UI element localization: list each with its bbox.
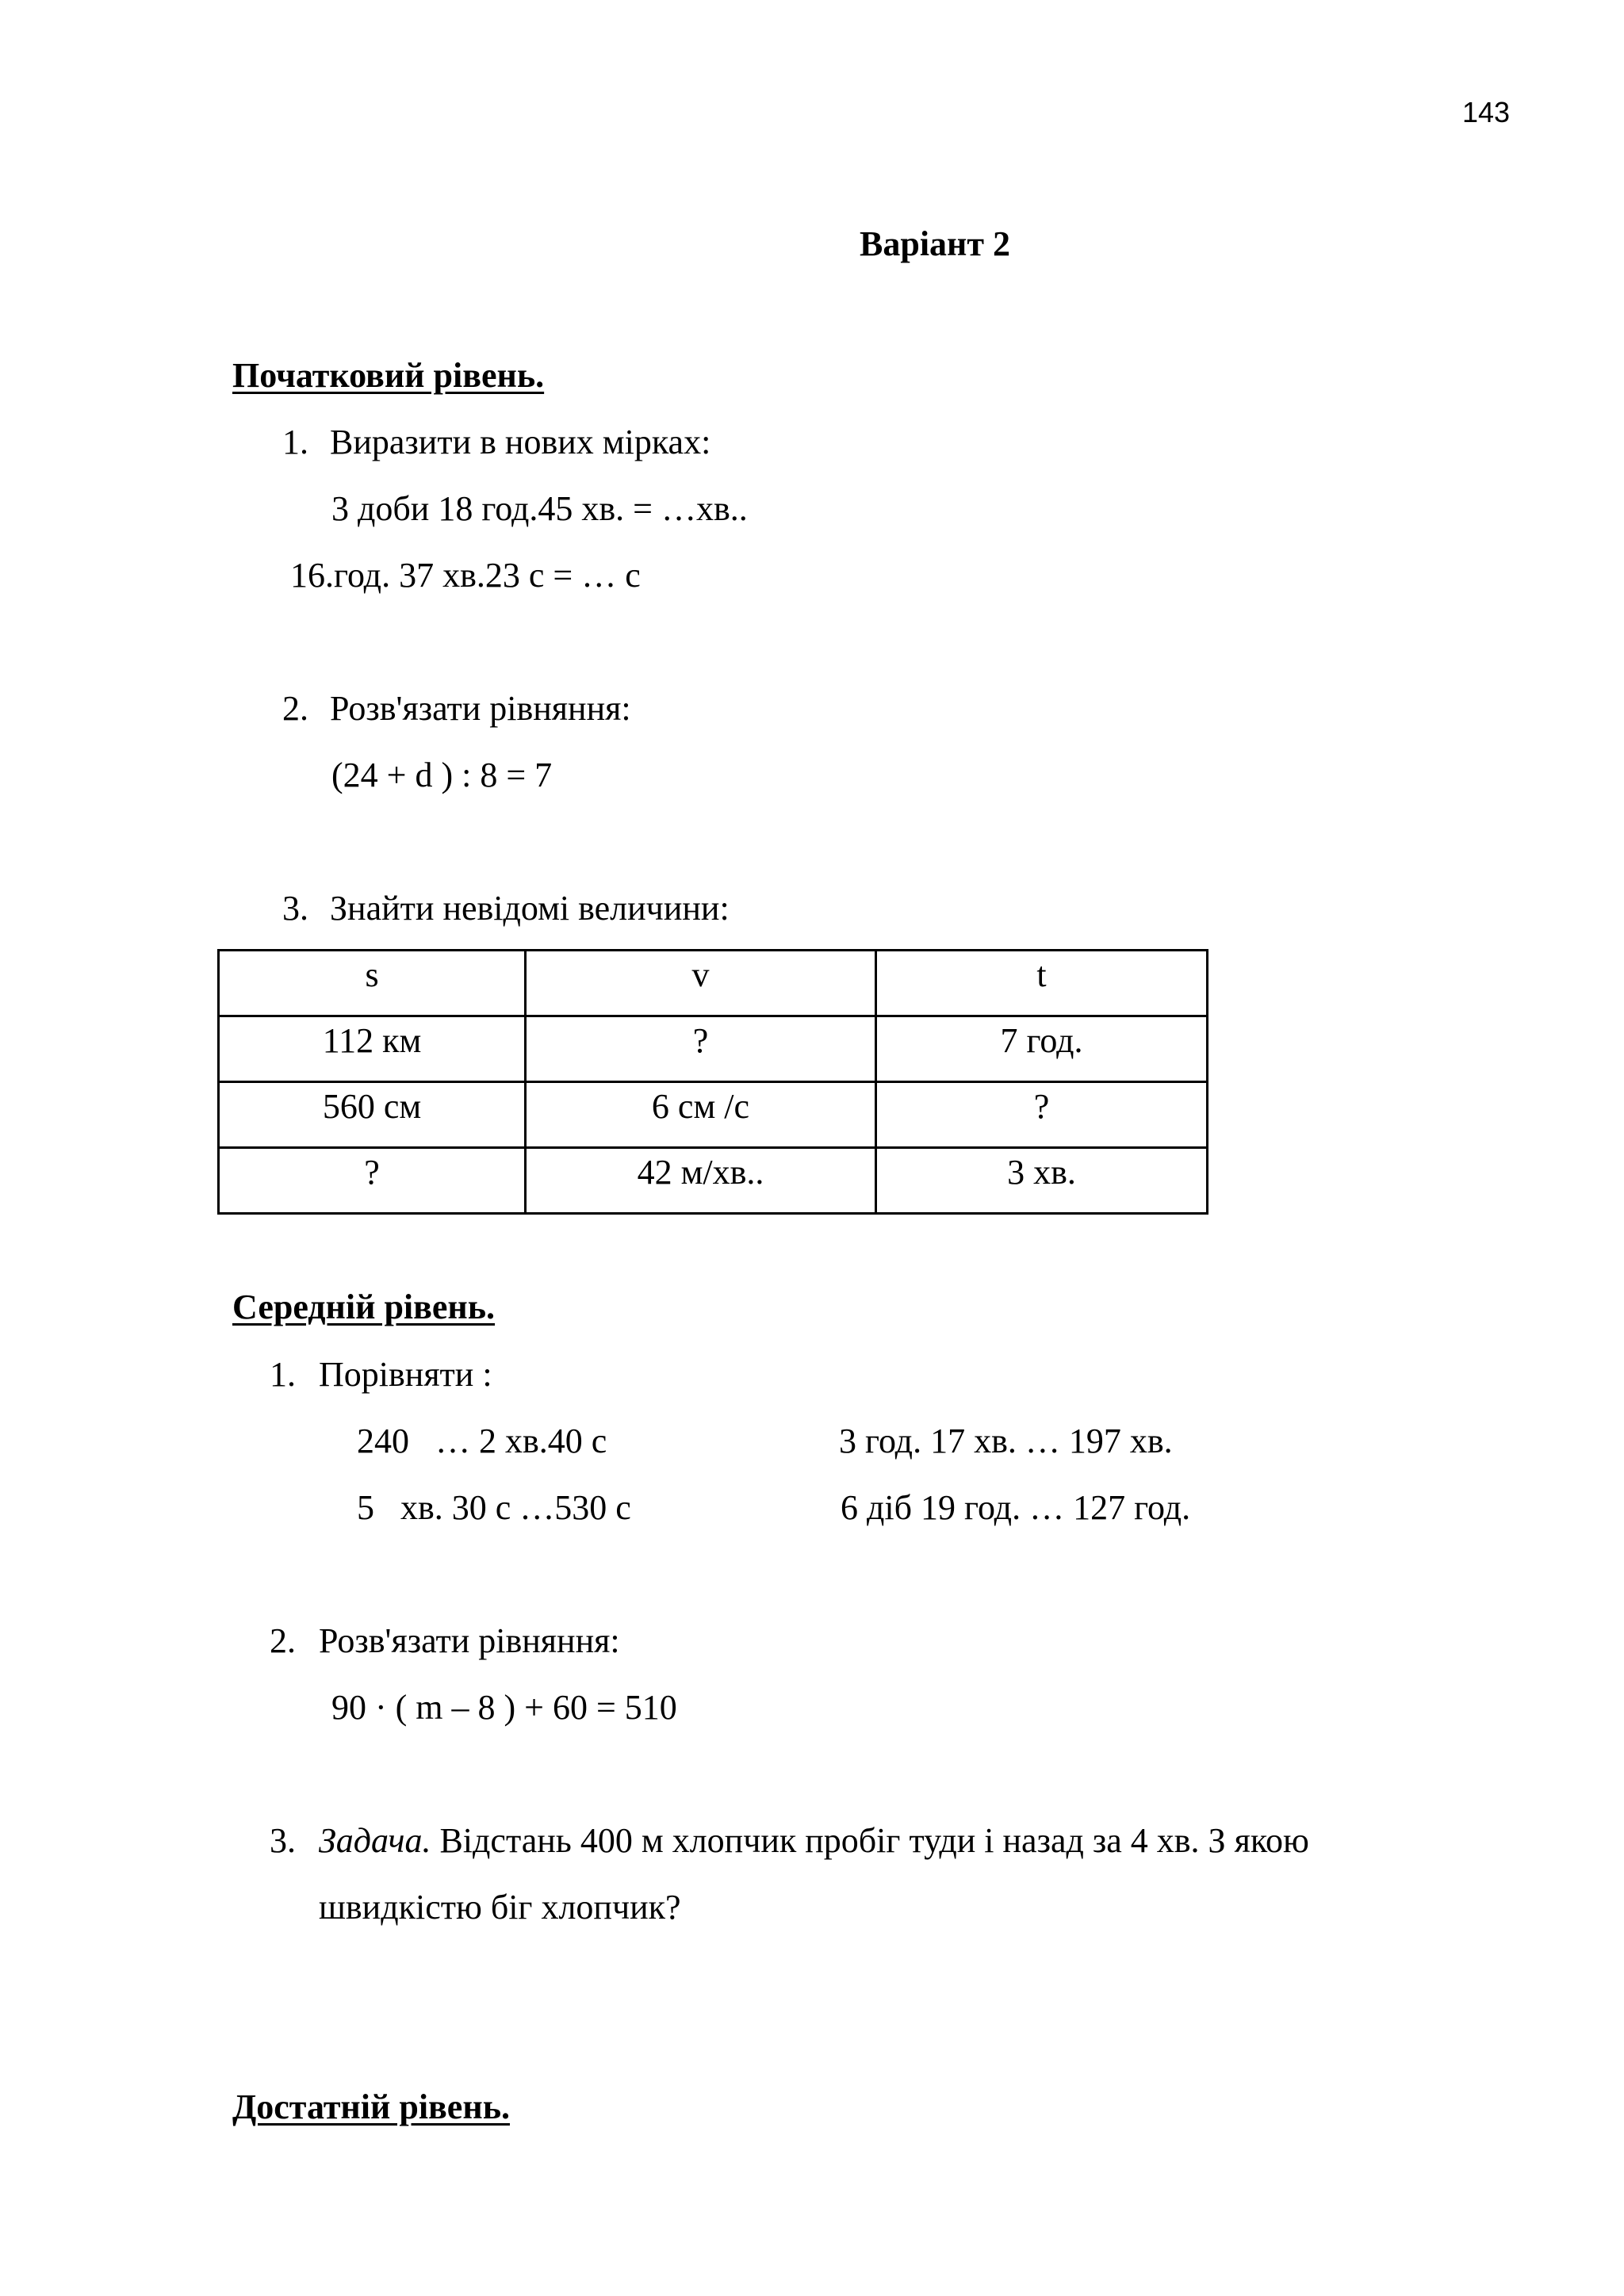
problem-text-line2: швидкістю біг хлопчик? xyxy=(319,1888,681,1927)
task-label: Порівняти : xyxy=(319,1355,492,1394)
problem-label: Задача. xyxy=(319,1821,431,1860)
section-heading-sufficient: Достатній рівень. xyxy=(232,2087,510,2126)
cell-text: 112 км xyxy=(322,1021,422,1060)
table-cell xyxy=(219,1016,526,1082)
header-s: s xyxy=(365,955,379,994)
cell-text: ? xyxy=(364,1153,380,1192)
cell-text: 560 см xyxy=(322,1087,422,1126)
cell-text: ? xyxy=(1033,1087,1050,1126)
problem-text-line1: Відстань 400 м хлопчик пробіг туди і назад за 4 хв. З якою xyxy=(439,1821,1309,1860)
task-number: 3. xyxy=(270,1821,296,1860)
table-header-cell xyxy=(219,951,526,1016)
table-cell xyxy=(876,1082,1208,1148)
task-number: 2. xyxy=(270,1621,296,1660)
table-cell xyxy=(219,1082,526,1148)
table-cell xyxy=(876,1016,1208,1082)
table-cell xyxy=(526,1148,876,1214)
page-title: Варіант 2 xyxy=(860,224,1011,263)
task-number: 1. xyxy=(270,1355,296,1394)
comparison-right: 3 год. 17 хв. … 197 хв. xyxy=(839,1422,1173,1460)
equation: 90 · ( m – 8 ) + 60 = 510 xyxy=(331,1688,677,1727)
task-label: Знайти невідомі величини: xyxy=(330,889,730,928)
task-label: Розв'язати рівняння: xyxy=(330,689,631,728)
task-label: Розв'язати рівняння: xyxy=(319,1621,620,1660)
task-expression: 3 доби 18 год.45 хв. = …хв.. xyxy=(331,489,748,528)
table-row xyxy=(219,1016,1208,1082)
header-v: v xyxy=(691,955,710,994)
cell-text: 42 м/хв.. xyxy=(637,1153,764,1192)
comparison-left: 5 хв. 30 с …530 с xyxy=(357,1488,631,1527)
cell-text: 6 см /с xyxy=(651,1087,750,1126)
table-cell xyxy=(526,1016,876,1082)
cell-text: 3 хв. xyxy=(1007,1153,1076,1192)
equation: (24 + d ) : 8 = 7 xyxy=(331,756,553,794)
table-cell xyxy=(219,1148,526,1214)
comparison-left: 240 … 2 хв.40 с xyxy=(357,1422,607,1460)
task-number: 2. xyxy=(282,689,308,728)
page-number: 143 xyxy=(1462,96,1511,128)
section-heading-initial: Початковий рівень. xyxy=(232,356,545,395)
table-header-cell xyxy=(526,951,876,1016)
table-row xyxy=(219,1148,1208,1214)
section-heading-middle: Середній рівень. xyxy=(232,1288,496,1326)
cell-text: ? xyxy=(692,1021,709,1060)
table-cell xyxy=(876,1148,1208,1214)
task-expression: 16.год. 37 хв.23 с = … с xyxy=(290,556,641,595)
table-header-cell xyxy=(876,951,1208,1016)
table-cell xyxy=(526,1082,876,1148)
task-number: 3. xyxy=(282,889,308,928)
problem-text xyxy=(319,1823,1309,1858)
cell-text: 7 год. xyxy=(1000,1021,1083,1060)
header-t: t xyxy=(1036,955,1047,994)
table-row xyxy=(219,1082,1208,1148)
table-header-row xyxy=(219,951,1208,1016)
comparison-right: 6 діб 19 год. … 127 год. xyxy=(841,1488,1191,1527)
task-number: 1. xyxy=(282,423,308,461)
task-label: Виразити в нових мірках: xyxy=(330,423,711,461)
values-table xyxy=(217,949,1208,1215)
